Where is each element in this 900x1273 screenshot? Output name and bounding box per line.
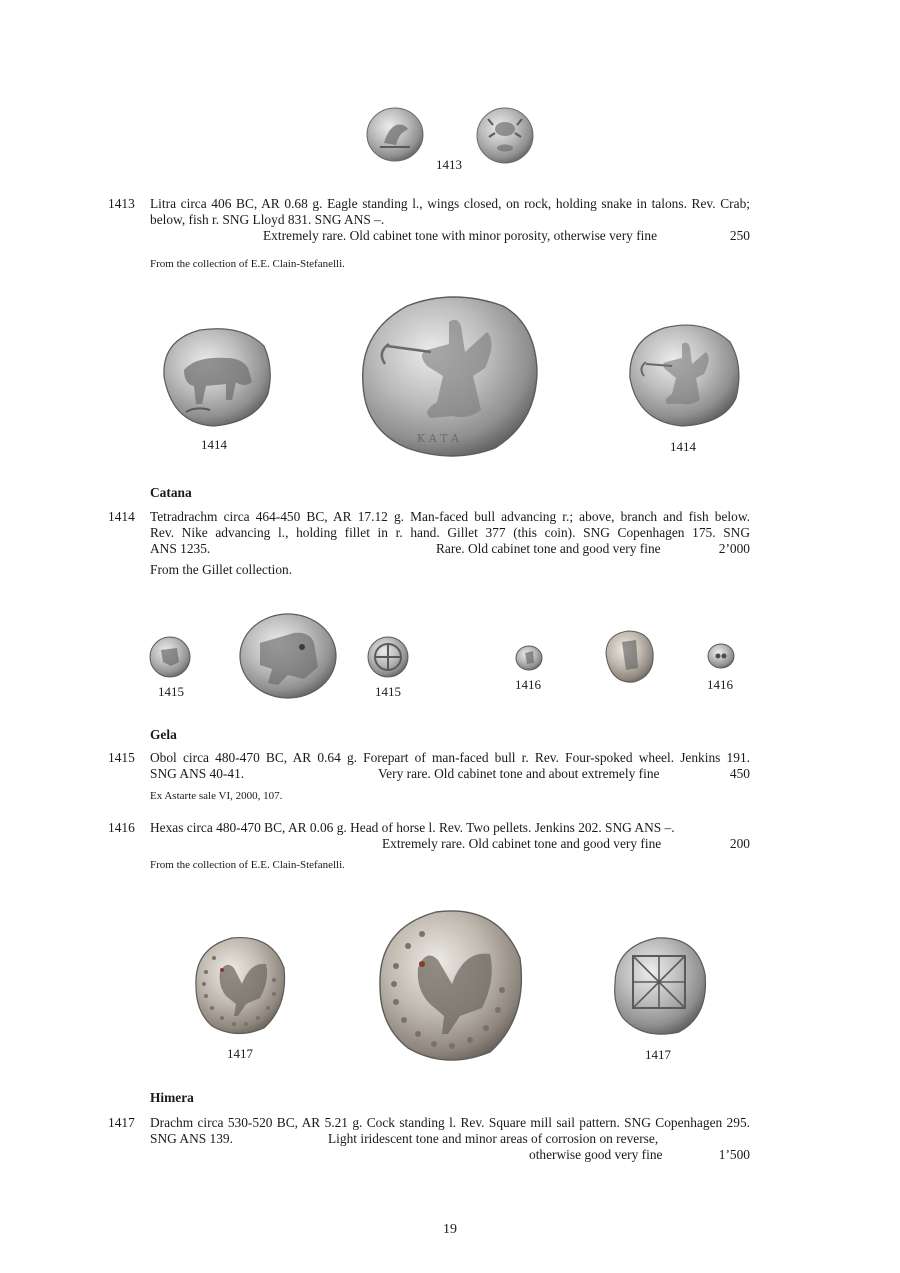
lot-number: 1415 <box>108 750 135 765</box>
lot-condition: otherwise good very fine <box>529 1147 663 1162</box>
coin-1415-obverse-image <box>149 636 191 678</box>
coin-caption: 1415 <box>375 684 401 699</box>
coin-1416-reverse-image <box>707 643 735 669</box>
coin-1414-reverse-image <box>624 320 742 430</box>
coin-caption: 1416 <box>707 677 733 692</box>
lot-condition: Extremely rare. Old cabinet tone with minor porosity, otherwise very fine <box>263 228 658 243</box>
section-heading: Gela <box>150 727 177 742</box>
lot-number: 1417 <box>108 1115 135 1130</box>
lot-estimate: 250 <box>729 228 750 243</box>
lot-description-line: SNG ANS 139. <box>150 1131 233 1146</box>
section-heading: Himera <box>150 1090 194 1105</box>
coin-1415-reverse-image <box>367 636 409 678</box>
coin-caption: 1417 <box>645 1047 671 1062</box>
lot-number: 1416 <box>108 820 135 835</box>
coin-caption: 1414 <box>201 437 227 452</box>
lot-description-line: Litra circa 406 BC, AR 0.68 g. Eagle standing l., wings closed, on rock, holding snake in talons. Rev. Crab; <box>150 196 750 211</box>
lot-provenance: From the collection of E.E. Clain-Stefanelli. <box>150 258 345 270</box>
lot-number: 1414 <box>108 509 135 524</box>
lot-description-line: SNG ANS 40-41. <box>150 766 245 781</box>
coin-1417-obverse-image <box>190 932 288 1038</box>
lot-provenance: Ex Astarte sale VI, 2000, 107. <box>150 790 283 802</box>
lot-provenance: From the Gillet collection. <box>150 562 293 577</box>
coin-1413-obverse-image <box>366 107 424 162</box>
lot-condition: Very rare. Old cabinet tone and about extremely fine <box>378 766 660 781</box>
svg-text:Κ Α Τ Α: Κ Α Τ Α <box>417 432 459 445</box>
lot-description-line: Tetradrachm circa 464-450 BC, AR 17.12 g. Man-faced bull advancing r.; above, branch and fish below. <box>150 509 750 524</box>
coin-caption: 1415 <box>158 684 184 699</box>
lot-estimate: 200 <box>729 836 750 851</box>
page-number: 19 <box>443 1222 457 1237</box>
coin-1413-reverse-image <box>476 107 534 164</box>
lot-estimate: 450 <box>729 766 750 781</box>
lot-description-line: below, fish r. SNG Lloyd 831. SNG ANS –. <box>150 212 385 227</box>
section-heading: Catana <box>150 485 192 500</box>
lot-estimate: 2’000 <box>718 541 750 556</box>
coin-caption: 1414 <box>670 439 696 454</box>
coin-1417-obverse-enlarged-image <box>374 906 526 1066</box>
coin-1417-reverse-image <box>609 932 709 1038</box>
lot-condition: Light iridescent tone and minor areas of corrosion on reverse, <box>328 1131 659 1146</box>
lot-estimate: 1’500 <box>718 1147 750 1162</box>
lot-number: 1413 <box>108 196 135 211</box>
lot-condition: Extremely rare. Old cabinet tone and good very fine <box>382 836 662 851</box>
lot-condition: Rare. Old cabinet tone and good very fine <box>436 541 661 556</box>
coin-caption: 1416 <box>515 677 541 692</box>
lot-description-line: Hexas circa 480-470 BC, AR 0.06 g. Head of horse l. Rev. Two pellets. Jenkins 202. SNG ANS –. <box>150 820 675 835</box>
lot-description-line: Rev. Nike advancing l., holding fillet in r. hand. Gillet 377 (this coin). SNG Copenhagen 175. SNG <box>150 525 750 540</box>
lot-provenance: From the collection of E.E. Clain-Stefanelli. <box>150 859 345 871</box>
coin-1416-obverse-enlarged-image <box>602 628 656 684</box>
lot-description-line: Drachm circa 530-520 BC, AR 5.21 g. Cock standing l. Rev. Square mill sail pattern. SNG Copenhagen 295. <box>150 1115 750 1130</box>
coin-caption: 1413 <box>436 157 462 172</box>
coin-1414-obverse-image <box>156 322 274 430</box>
coin-1415-obverse-enlarged-image <box>238 613 338 699</box>
coin-1414-reverse-enlarged-image <box>357 292 539 460</box>
coin-1416-obverse-image <box>515 645 543 671</box>
lot-description-line: Obol circa 480-470 BC, AR 0.64 g. Forepart of man-faced bull r. Rev. Four-spoked wheel. Jenkins 191. <box>150 750 750 765</box>
coin-caption: 1417 <box>227 1046 253 1061</box>
lot-description-line: ANS 1235. <box>150 541 211 556</box>
